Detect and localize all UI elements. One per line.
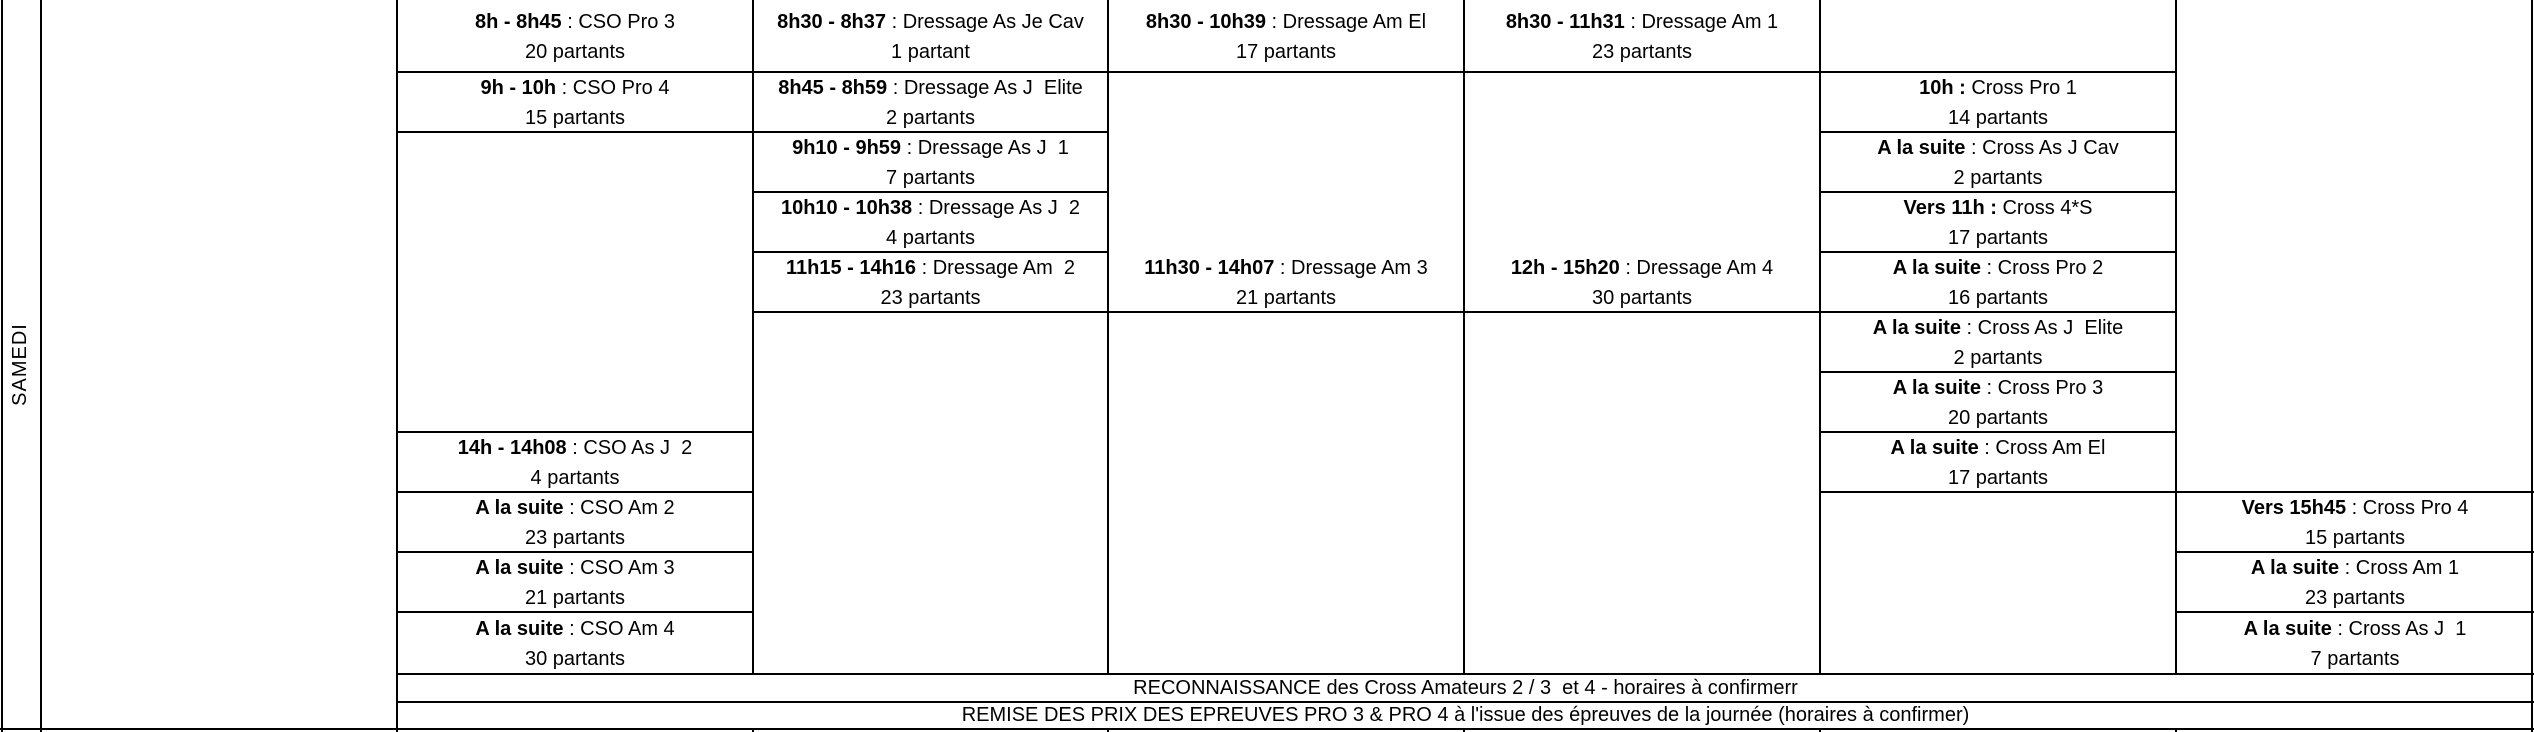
event-count: 7 partants <box>886 167 975 189</box>
event-cell <box>1464 254 1820 312</box>
event-count: 23 partants <box>1591 41 1693 63</box>
event-name: : Cross Am 1 <box>2339 557 2460 579</box>
grid-line-v <box>1 0 3 732</box>
event-time: A la suite <box>1890 437 1979 459</box>
event-title <box>1904 193 2093 223</box>
event-count: 20 partants <box>1947 407 2049 429</box>
event-count: 20 partants <box>524 41 626 63</box>
event-title <box>786 253 1075 283</box>
event-cell <box>1820 254 2176 312</box>
event-name: : Cross Am El <box>1978 437 2106 459</box>
event-cell <box>1108 254 1464 312</box>
event-name: : Cross Pro 2 <box>1980 257 2104 279</box>
event-name: Cross Pro 1 <box>1965 77 2077 99</box>
awards-note <box>397 702 2534 728</box>
event-title <box>1511 253 1773 283</box>
event-time: 8h45 - 8h59 <box>778 77 888 99</box>
day-label <box>0 0 40 728</box>
event-name: : Dressage As J 1 <box>901 137 1069 159</box>
event-count: 23 partants <box>2304 587 2406 609</box>
event-title <box>1144 253 1428 283</box>
event-name: : Cross As J Elite <box>1960 317 2124 339</box>
event-count: 15 partants <box>2304 527 2406 549</box>
event-count: 17 partants <box>1947 227 2049 249</box>
event-name: : CSO Am 3 <box>563 557 675 579</box>
event-count: 23 partants <box>524 527 626 549</box>
event-count: 1 partant <box>891 41 970 63</box>
event-time: A la suite <box>475 618 564 640</box>
event-cell <box>397 2 753 72</box>
reconnaissance-note <box>397 674 2534 702</box>
event-count: 21 partants <box>1235 287 1337 309</box>
event-cell <box>1820 374 2176 432</box>
event-name: : Dressage Am 3 <box>1274 257 1428 279</box>
grid-line-v <box>1463 0 1465 674</box>
event-cell <box>1820 314 2176 372</box>
event-cell <box>1820 434 2176 492</box>
event-title <box>2242 493 2469 523</box>
event-name: : Cross Pro 4 <box>2346 497 2469 519</box>
event-time: A la suite <box>475 557 564 579</box>
reconnaissance-note-text: RECONNAISSANCE des Cross Amateurs 2 / 3 et 4 - horaires à confirmerr <box>1133 676 1798 699</box>
event-cell <box>753 2 1108 72</box>
event-time: A la suite <box>1892 257 1981 279</box>
event-count: 7 partants <box>2310 648 2400 670</box>
event-title <box>458 433 693 463</box>
event-title <box>1146 7 1426 37</box>
event-time: 8h - 8h45 <box>474 11 562 33</box>
event-cell <box>753 134 1108 192</box>
event-name: : Dressage Am 2 <box>916 257 1076 279</box>
event-time: 12h - 15h20 <box>1510 257 1620 279</box>
event-cell <box>397 614 753 674</box>
event-name: Cross 4*S <box>1996 197 2093 219</box>
event-name: : Cross As J Cav <box>1965 137 2119 159</box>
event-cell <box>2176 614 2534 674</box>
event-title <box>1891 433 2106 463</box>
event-cell <box>397 554 753 612</box>
event-cell <box>2176 494 2534 552</box>
awards-note-text: REMISE DES PRIX DES EPREUVES PRO 3 & PRO 4 à l'issue des épreuves de la journée (horaires à confirmer) <box>961 703 1970 726</box>
event-title <box>475 553 674 583</box>
event-name: : Dressage As J Elite <box>887 77 1083 99</box>
grid-line-h <box>0 728 2534 730</box>
day-label-text: SAMEDI <box>8 322 31 406</box>
event-count: 2 partants <box>886 107 975 129</box>
event-time: A la suite <box>1872 317 1961 339</box>
event-cell <box>1464 2 1820 72</box>
event-time: 10h10 - 10h38 <box>780 197 913 219</box>
event-title <box>781 193 1080 223</box>
event-name: : Dressage Am 1 <box>1624 11 1779 33</box>
event-name: : Dressage Am 4 <box>1619 257 1774 279</box>
event-title <box>2251 553 2459 583</box>
event-title <box>1506 7 1778 37</box>
event-count: 4 partants <box>530 467 620 489</box>
event-name: : CSO Am 4 <box>563 618 675 640</box>
event-count: 23 partants <box>880 287 981 309</box>
event-time: 8h30 - 10h39 <box>1145 11 1266 33</box>
event-name: : CSO Am 2 <box>563 497 675 519</box>
event-name: : CSO As J 2 <box>566 437 693 459</box>
event-title <box>475 7 675 37</box>
event-time: 8h30 - 11h31 <box>1505 11 1625 33</box>
event-count: 15 partants <box>524 107 626 129</box>
event-name: : CSO Pro 4 <box>556 77 670 99</box>
event-time: A la suite <box>1892 377 1981 399</box>
event-time: 11h15 - 14h16 <box>785 257 917 279</box>
event-count: 30 partants <box>524 648 626 670</box>
event-title <box>777 7 1084 37</box>
event-time: Vers 11h : <box>1903 197 1997 219</box>
event-time: A la suite <box>1877 137 1966 159</box>
event-cell <box>753 254 1108 312</box>
event-time: 14h - 14h08 <box>457 437 567 459</box>
event-cell <box>397 74 753 132</box>
event-time: 8h30 - 8h37 <box>777 11 887 33</box>
event-time: 9h - 10h <box>480 77 557 99</box>
event-time: 9h10 - 9h59 <box>792 137 902 159</box>
event-count: 21 partants <box>524 587 626 609</box>
event-time: A la suite <box>2243 618 2332 640</box>
event-count: 30 partants <box>1591 287 1693 309</box>
event-time: 10h : <box>1919 77 1966 99</box>
event-count: 17 partants <box>1235 41 1337 63</box>
event-cell <box>397 494 753 552</box>
event-title <box>1919 73 2077 103</box>
event-title <box>778 73 1083 103</box>
event-cell <box>1820 134 2176 192</box>
event-cell <box>1108 2 1464 72</box>
event-count: 14 partants <box>1947 107 2049 129</box>
grid-line-v <box>40 0 42 732</box>
event-count: 2 partants <box>1953 167 2043 189</box>
event-cell <box>1820 194 2176 252</box>
event-cell <box>753 194 1108 252</box>
event-time: A la suite <box>475 497 564 519</box>
event-name: : Dressage As Je Cav <box>886 11 1084 33</box>
event-title <box>1893 253 2103 283</box>
event-title <box>2244 614 2467 644</box>
event-title <box>481 73 670 103</box>
event-count: 4 partants <box>886 227 975 249</box>
event-title <box>1893 373 2103 403</box>
event-name: : Dressage As J 2 <box>912 197 1081 219</box>
event-cell <box>753 74 1108 132</box>
event-time: 11h30 - 14h07 <box>1144 257 1275 279</box>
event-cell <box>397 434 753 492</box>
event-name: : Cross As J 1 <box>2331 618 2467 640</box>
event-title <box>1877 133 2119 163</box>
event-name: : Cross Pro 3 <box>1980 377 2104 399</box>
event-title <box>792 133 1069 163</box>
event-time: Vers 15h45 <box>2241 497 2347 519</box>
event-count: 17 partants <box>1947 467 2049 489</box>
event-name: : Dressage Am El <box>1266 11 1427 33</box>
event-title <box>1873 313 2123 343</box>
event-cell <box>1820 74 2176 132</box>
event-cell <box>2176 554 2534 612</box>
event-count: 2 partants <box>1953 347 2043 369</box>
event-name: : CSO Pro 3 <box>561 11 676 33</box>
event-title <box>475 614 674 644</box>
event-count: 16 partants <box>1947 287 2049 309</box>
event-title <box>475 493 674 523</box>
event-time: A la suite <box>2250 557 2340 579</box>
